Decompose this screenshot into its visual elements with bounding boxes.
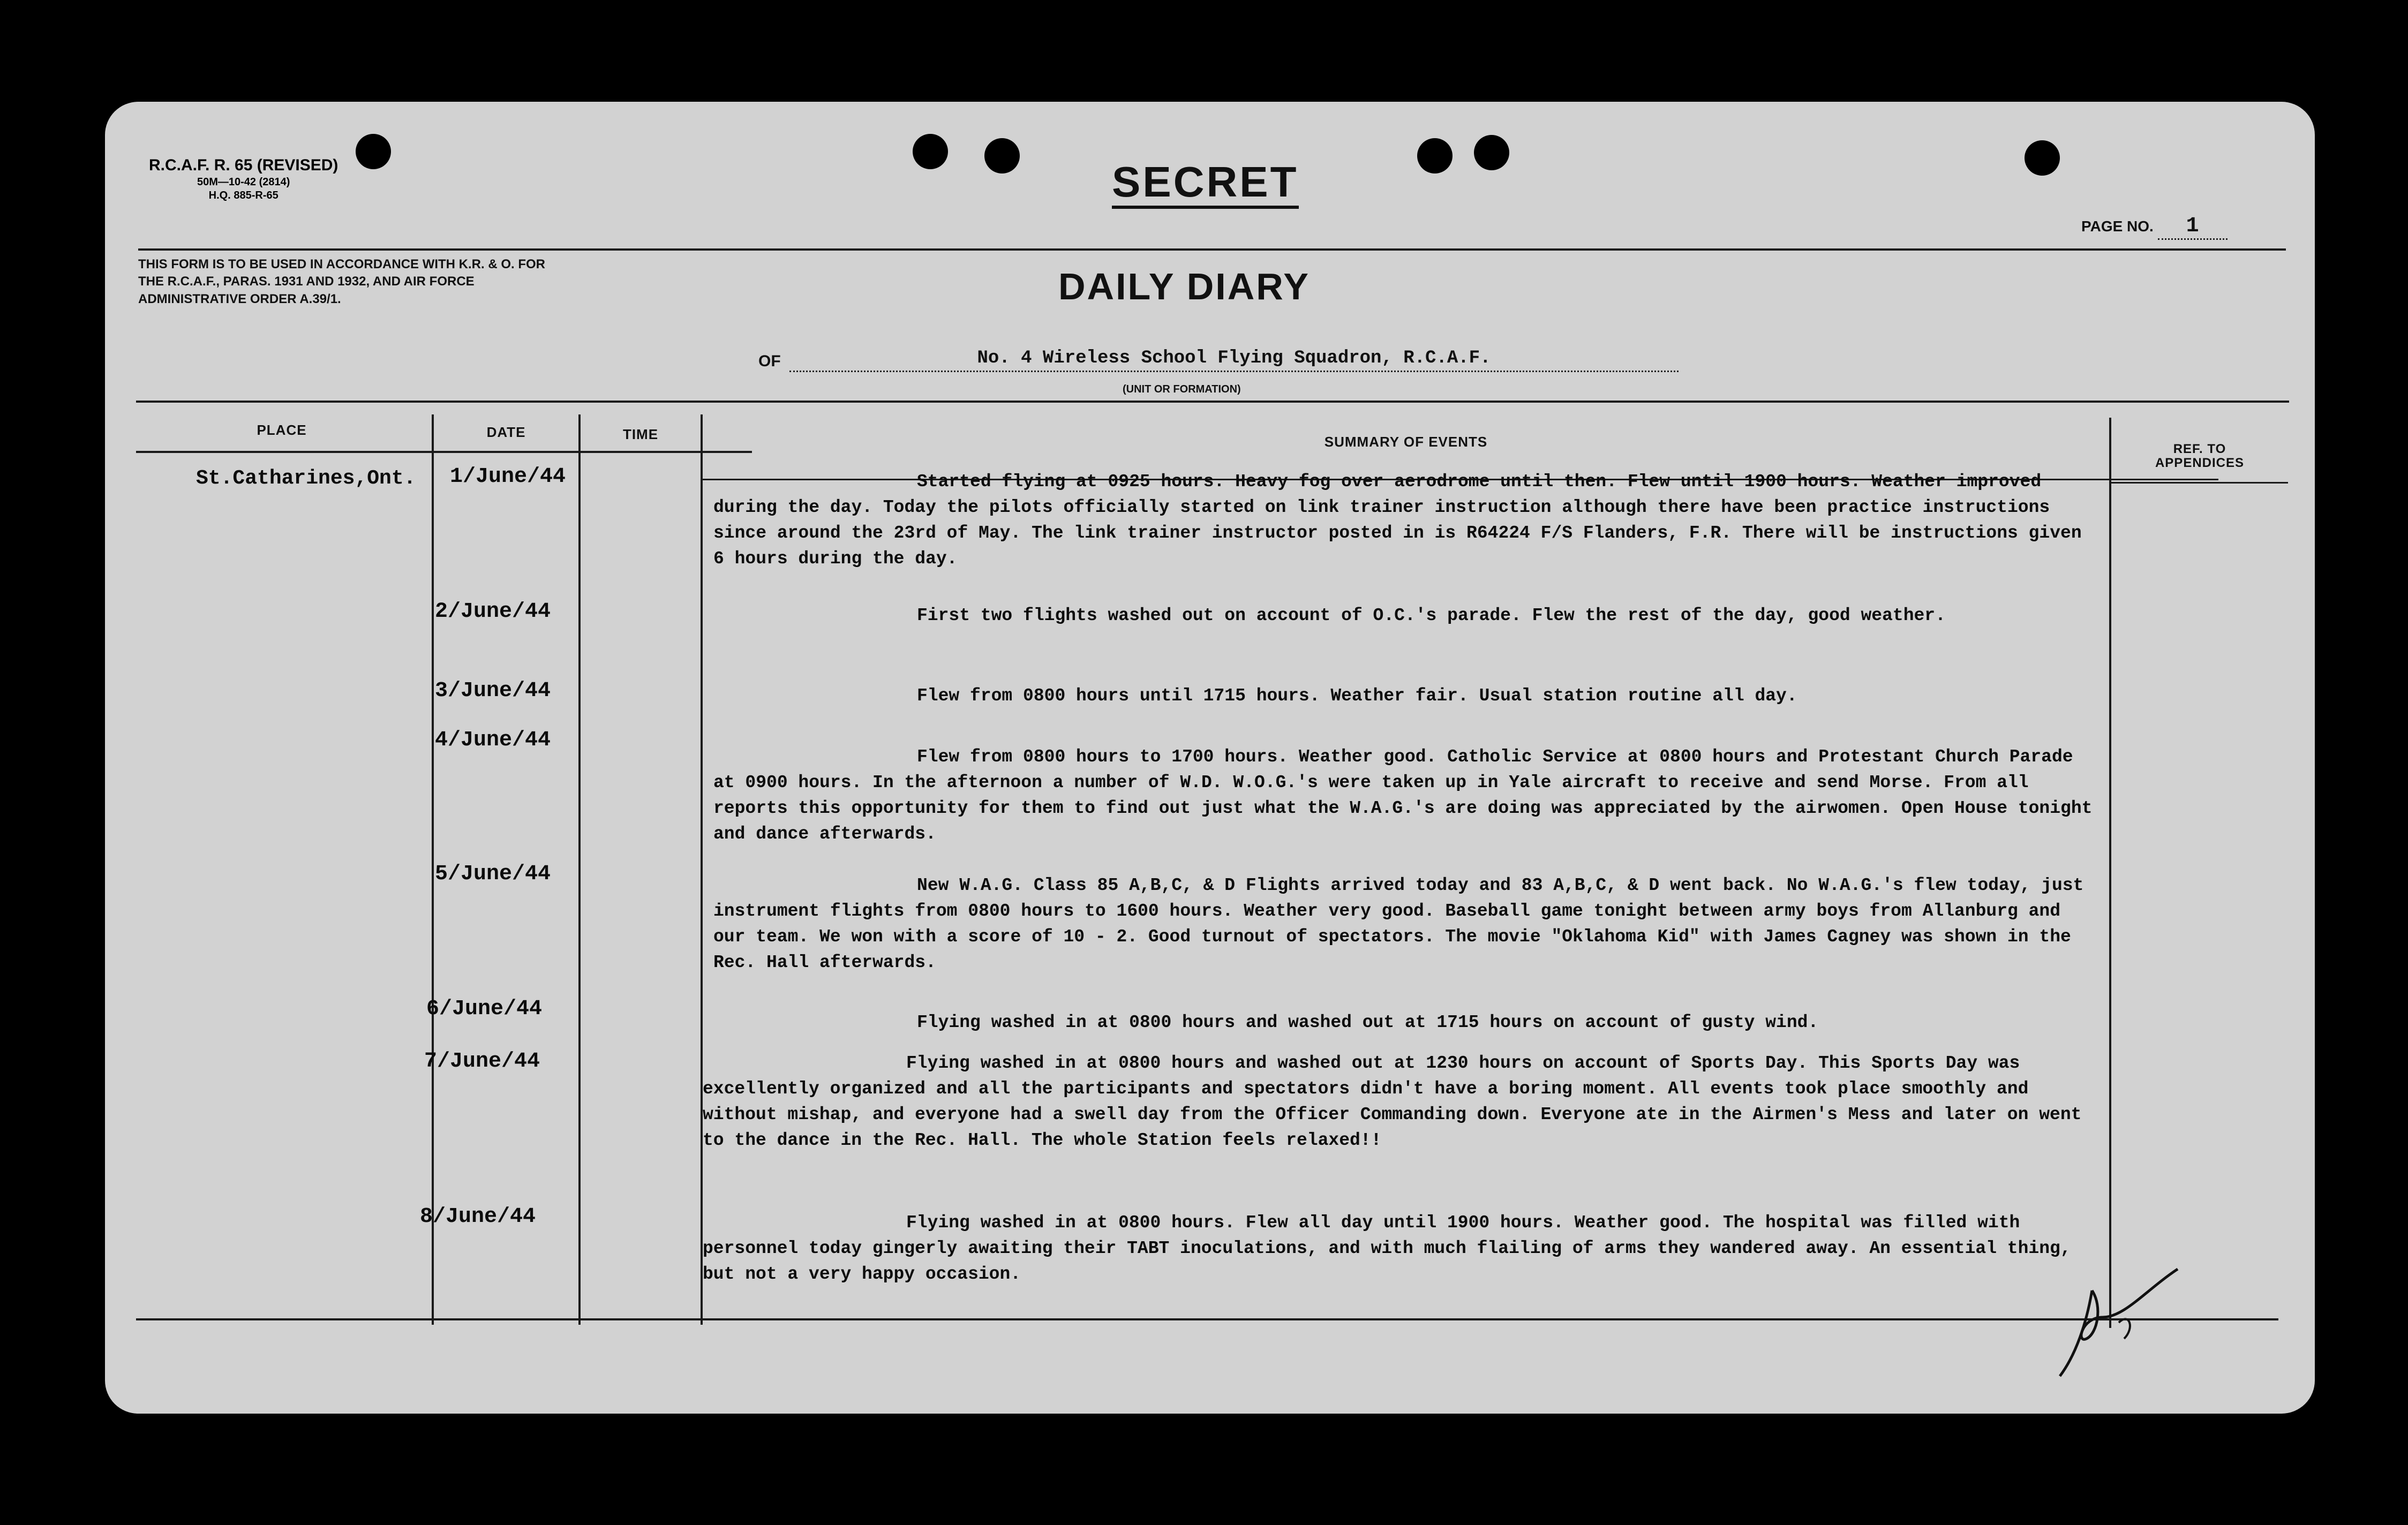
column-divider [2109, 418, 2111, 1328]
entry-date: 8/June/44 [420, 1205, 536, 1229]
punch-hole [356, 134, 391, 169]
column-header-summary: SUMMARY OF EVENTS [1324, 434, 1488, 450]
table-header-rule [2111, 482, 2288, 484]
diary-form [105, 102, 2315, 1414]
ref-header-line: APPENDICES [2155, 456, 2245, 471]
table-top-rule [136, 401, 2289, 403]
page-number-label: PAGE NO. [2081, 218, 2154, 235]
entry-summary: Flying washed in at 0800 hours and washed out at 1230 hours on account of Sports Day. This Sports Day was excellently organized and all the participants and spectators didn't have a boring moment. All events took place smoothly and without mishap, and everyone had a swell day from the Officer Commanding down. Everyone ate in the Airmen's Mess and later on went to the dance in the Rec. Hall. The whole Station feels relaxed!! [703, 1053, 2082, 1150]
page-title: DAILY DIARY [1058, 266, 1310, 307]
column-header-time: TIME [622, 426, 659, 442]
ref-header-line: REF. TO [2173, 442, 2226, 456]
header-rule [138, 248, 2286, 251]
entry-summary: Flew from 0800 hours until 1715 hours. Weather fair. Usual station routine all day. [917, 686, 1797, 706]
entry-date: 7/June/44 [424, 1050, 540, 1074]
form-ref-line: 50M—10-42 (2814) [197, 176, 290, 188]
unit-value: No. 4 Wireless School Flying Squadron, R.C.A.F. [789, 348, 1679, 372]
entry-date: 2/June/44 [435, 600, 551, 624]
entry-date: 6/June/44 [426, 997, 543, 1021]
form-instructions: THIS FORM IS TO BE USED IN ACCORDANCE WITH K.R. & O. FOR THE R.C.A.F., PARAS. 1931 AND 1932, AND AIR FORCE ADMINISTRATIVE ORDER A.39/1. [138, 257, 546, 306]
column-divider [432, 414, 434, 1325]
table-header-rule [136, 451, 752, 453]
punch-hole [2025, 140, 2060, 176]
classification-heading: SECRET [1112, 161, 1299, 209]
entry-summary: Started flying at 0925 hours. Heavy fog over aerodrome until then. Flew until 1900 hours. Weather improved during the day. Today the pilots officially started on link trainer instruction although there have been practice instructions since around the 23rd of May. The link trainer instructor posted in is R64224 F/S Flanders, F.R. There will be instructions given 6 hours during the day. [713, 472, 2082, 569]
page-number-field [2081, 214, 2228, 240]
entry-summary: Flying washed in at 0800 hours. Flew all day until 1900 hours. Weather good. The hospital was filled with personnel today gingerly awaiting their TABT inoculations, and with much flailing of arms they wandered away. An essential thing, but not a very happy occasion. [703, 1213, 2071, 1284]
form-ref-line: R.C.A.F. R. 65 (REVISED) [149, 156, 338, 174]
column-divider [578, 414, 581, 1325]
entry-date: 3/June/44 [435, 679, 551, 703]
column-header-date: DATE [486, 424, 526, 440]
punch-hole [1474, 135, 1509, 170]
unit-caption: (UNIT OR FORMATION) [1123, 383, 1241, 395]
punch-hole [913, 134, 948, 169]
entry-date: 5/June/44 [435, 862, 551, 886]
column-divider [701, 414, 703, 1325]
punch-hole [1417, 138, 1453, 173]
entry-summary: Flew from 0800 hours to 1700 hours. Weather good. Catholic Service at 0800 hours and Protestant Church Parade at 0900 hours. In the afternoon a number of W.D. W.O.G.'s were taken up in Yale aircraft to receive and send Morse. From all reports this opportunity for them to find out just what the W.A.G.'s are doing was appreciated by the airwomen. Open House tonight and dance afterwards. [713, 747, 2093, 844]
unit-label: OF [758, 352, 781, 370]
entry-date: 1/June/44 [450, 465, 566, 489]
entry-summary: New W.A.G. Class 85 A,B,C, & D Flights arrived today and 83 A,B,C, & D went back. No W.A.G.'s flew today, just instrument flights from 0800 hours to 1600 hours. Weather very good. Baseball game tonight between army boys from Allanburg and our team. We won with a score of 10 - 2. Good turnout of spectators. The movie "Oklahoma Kid" with James Cagney was shown in the Rec. Hall afterwards. [713, 875, 2084, 972]
form-ref-line: H.Q. 885-R-65 [208, 189, 279, 201]
column-header-ref [2111, 442, 2288, 471]
punch-hole [984, 138, 1020, 173]
handwritten-initials [2055, 1258, 2194, 1381]
entry-summary: First two flights washed out on account of O.C.'s parade. Flew the rest of the day, good weather. [917, 606, 1946, 625]
entry-summary: Flying washed in at 0800 hours and washed out at 1715 hours on account of gusty wind. [917, 1013, 1819, 1032]
page-number-value: 1 [2158, 214, 2228, 240]
form-reference [149, 155, 338, 202]
entry-date: 4/June/44 [435, 728, 551, 752]
column-header-place: PLACE [257, 422, 307, 438]
place-cell: St.Catharines,Ont. [196, 467, 416, 490]
table-bottom-rule [136, 1318, 2278, 1320]
